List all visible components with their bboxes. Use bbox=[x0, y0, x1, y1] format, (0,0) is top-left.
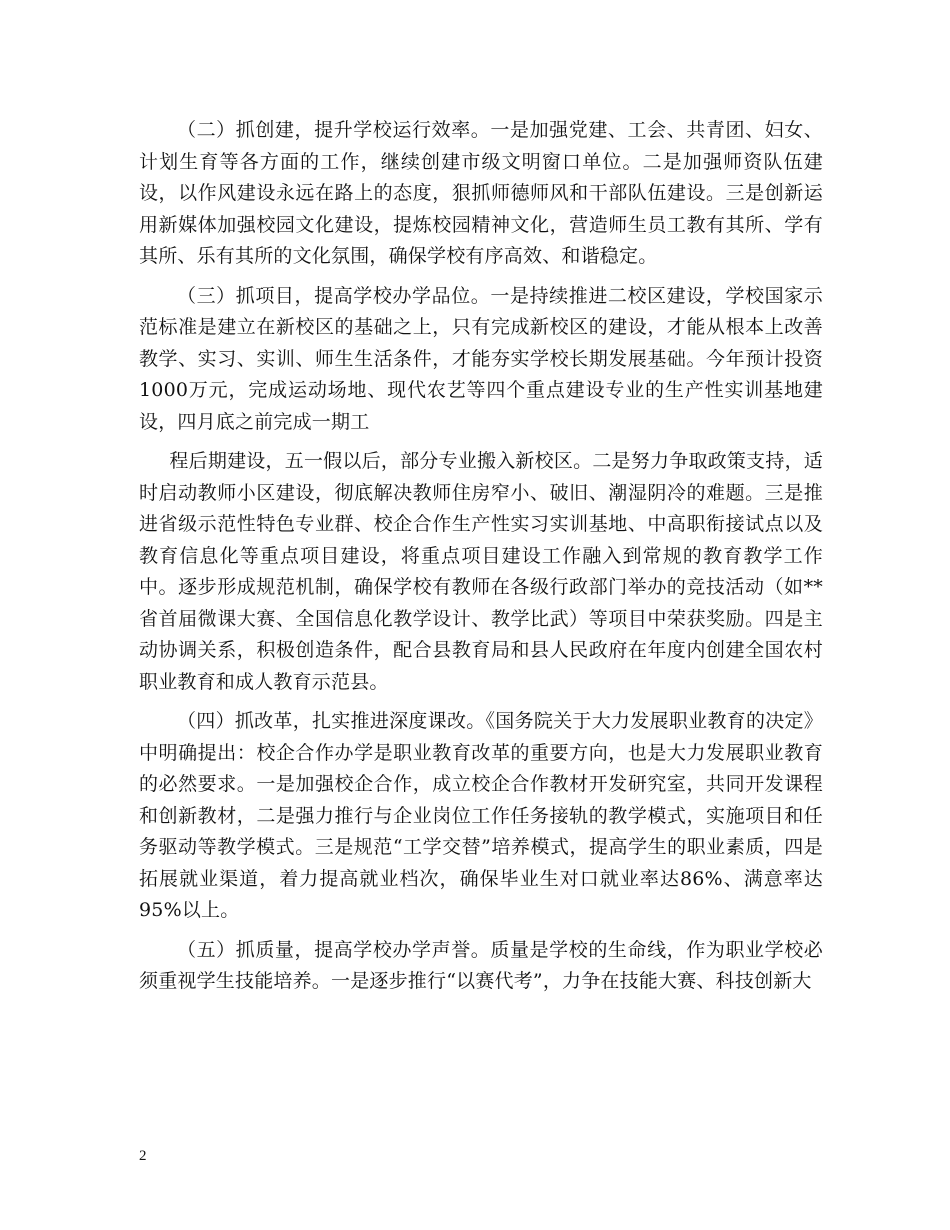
paragraph-3-continued: 程后期建设，五一假以后，部分专业搬入新校区。二是努力争取政策支持，适时启动教师小区建设，彻底解决教师住房窄小、破旧、潮湿阴冷的难题。三是推进省级示范性特色专业群、校企合作生产性实习实训基地、中高职衔接试点以及教育信息化等重点项目建设，将重点项目建设工作融入到常规的教育教学工作中。逐步形成规范机制，确保学校有教师在各级行政部门举办的竞技活动（如**省首届微课大赛、全国信息化教学设计、教学比武）等项目中荣获奖励。四是主动协调关系，积极创造条件，配合县教育局和县人民政府在年度内创建全国农村职业教育和成人教育示范县。 bbox=[139, 450, 823, 693]
page-number: 2 bbox=[139, 1148, 147, 1164]
paragraph-3-projects: （三）抓项目，提高学校办学品位。一是持续推进二校区建设，学校国家示范标准是建立在新校区的基础之上，只有完成新校区的建设，才能从根本上改善教学、实习、实训、师生生活条件，才能夯实学校长期发展基础。今年预计投资1000万元，完成运动场地、现代农艺等四个重点建设专业的生产性实训基地建设，四月底之前完成一期工 bbox=[139, 284, 823, 433]
paragraph-4-reform: （四）抓改革，扎实推进深度课改。《国务院关于大力发展职业教育的决定》中明确提出：校企合作办学是职业教育改革的重要方向，也是大力发展职业教育的必然要求。一是加强校企合作，成立校企合作教材开发研究室，共同开发课程和创新教材，二是强力推行与企业岗位工作任务接轨的教学模式，实施项目和任务驱动等教学模式。三是规范“工学交替”培养模式，提高学生的职业素质，四是拓展就业渠道，着力提高就业档次，确保毕业生对口就业率达86%、满意率达95%以上。 bbox=[139, 710, 823, 921]
document-body bbox=[139, 115, 823, 1006]
paragraph-5-quality: （五）抓质量，提高学校办学声誉。质量是学校的生命线，作为职业学校必须重视学生技能培养。一是逐步推行“以赛代考”，力争在技能大赛、科技创新大 bbox=[139, 938, 823, 992]
paragraph-2-creation: （二）抓创建，提升学校运行效率。一是加强党建、工会、共青团、妇女、计划生育等各方面的工作，继续创建市级文明窗口单位。二是加强师资队伍建设，以作风建设永远在路上的态度，狠抓师德师风和干部队伍建设。三是创新运用新媒体加强校园文化建设，提炼校园精神文化，营造师生员工教有其所、学有其所、乐有其所的文化氛围，确保学校有序高效、和谐稳定。 bbox=[139, 119, 823, 267]
